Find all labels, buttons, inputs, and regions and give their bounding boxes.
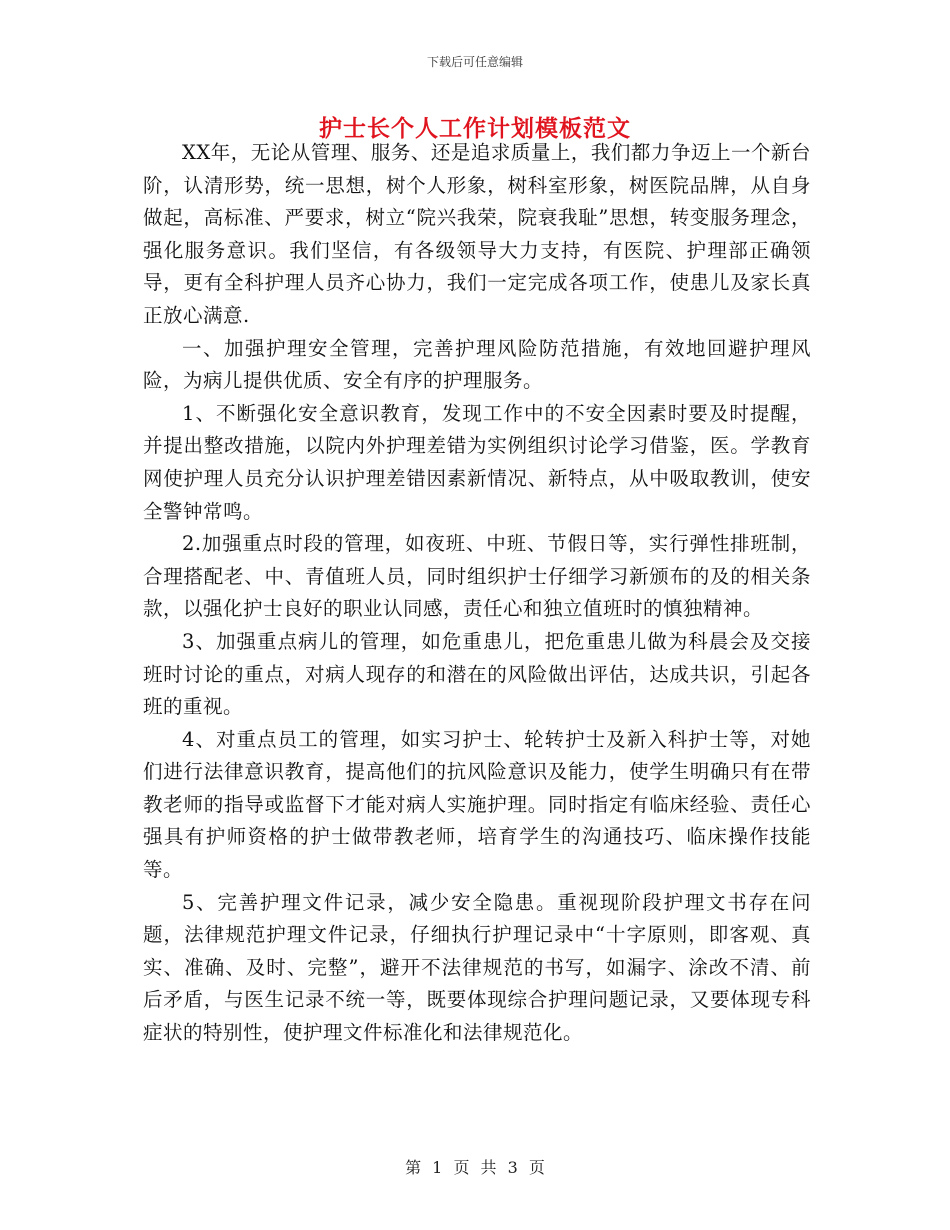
paragraph-item-1: 1、不断强化安全意识教育，发现工作中的不安全因素时要及时提醒，并提出整改措施，以院内外护理差错为实例组织讨论学习借鉴，医。学教育网使护理人员充分认识护理差错因素新情况、新特点，从中吸取教训，使安全警钟常鸣。	[143, 401, 811, 523]
paragraph-item-4: 4、对重点员工的管理，如实习护士、轮转护士及新入科护士等，对她们进行法律意识教育，提高他们的抗风险意识及能力，使学生明确只有在带教老师的指导或监督下才能对病人实施护理。同时指定有临床经验、责任心强具有护师资格的护士做带教老师，培育学生的沟通技巧、临床操作技能等。	[143, 727, 811, 882]
paragraph-item-5: 5、完善护理文件记录，减少安全隐患。重视现阶段护理文书存在问题，法律规范护理文件记录，仔细执行护理记录中“十字原则，即客观、真实、准确、及时、完整”，避开不法律规范的书写，如漏字、涂改不清、前后矛盾，与医生记录不统一等，既要体现综合护理问题记录，又要体现专科症状的特别性，使护理文件标准化和法律规范化。	[143, 890, 811, 1045]
paragraph-intro: XX年，无论从管理、服务、还是追求质量上，我们都力争迈上一个新台阶，认清形势，统一思想，树个人形象，树科室形象，树医院品牌，从自身做起，高标准、严要求，树立“院兴我荣，院衰我耻”思想，转变服务理念，强化服务意识。我们坚信，有各级领导大力支持，有医院、护理部正确领导，更有全科护理人员齐心协力，我们一定完成各项工作，使患儿及家长真正放心满意.	[143, 141, 811, 327]
header-note: 下载后可任意编辑	[426, 55, 523, 69]
document-body	[143, 137, 811, 1050]
paragraph-item-2: 2.加强重点时段的管理，如夜班、中班、节假日等，实行弹性排班制，合理搭配老、中、青值班人员，同时组织护士仔细学习新颁布的及的相关条款，以强化护士良好的职业认同感，责任心和独立值班时的慎独精神。	[143, 532, 811, 621]
page-footer: 第 1 页 共 3 页	[405, 1158, 545, 1177]
paragraph-section-one: 一、加强护理安全管理，完善护理风险防范措施，有效地回避护理风险，为病儿提供优质、安全有序的护理服务。	[143, 336, 811, 393]
paragraph-item-3: 3、加强重点病儿的管理，如危重患儿，把危重患儿做为科晨会及交接班时讨论的重点，对病人现存的和潜在的风险做出评估，达成共识，引起各班的重视。	[143, 629, 811, 719]
document-title: 护士长个人工作计划模板范文	[319, 115, 631, 142]
